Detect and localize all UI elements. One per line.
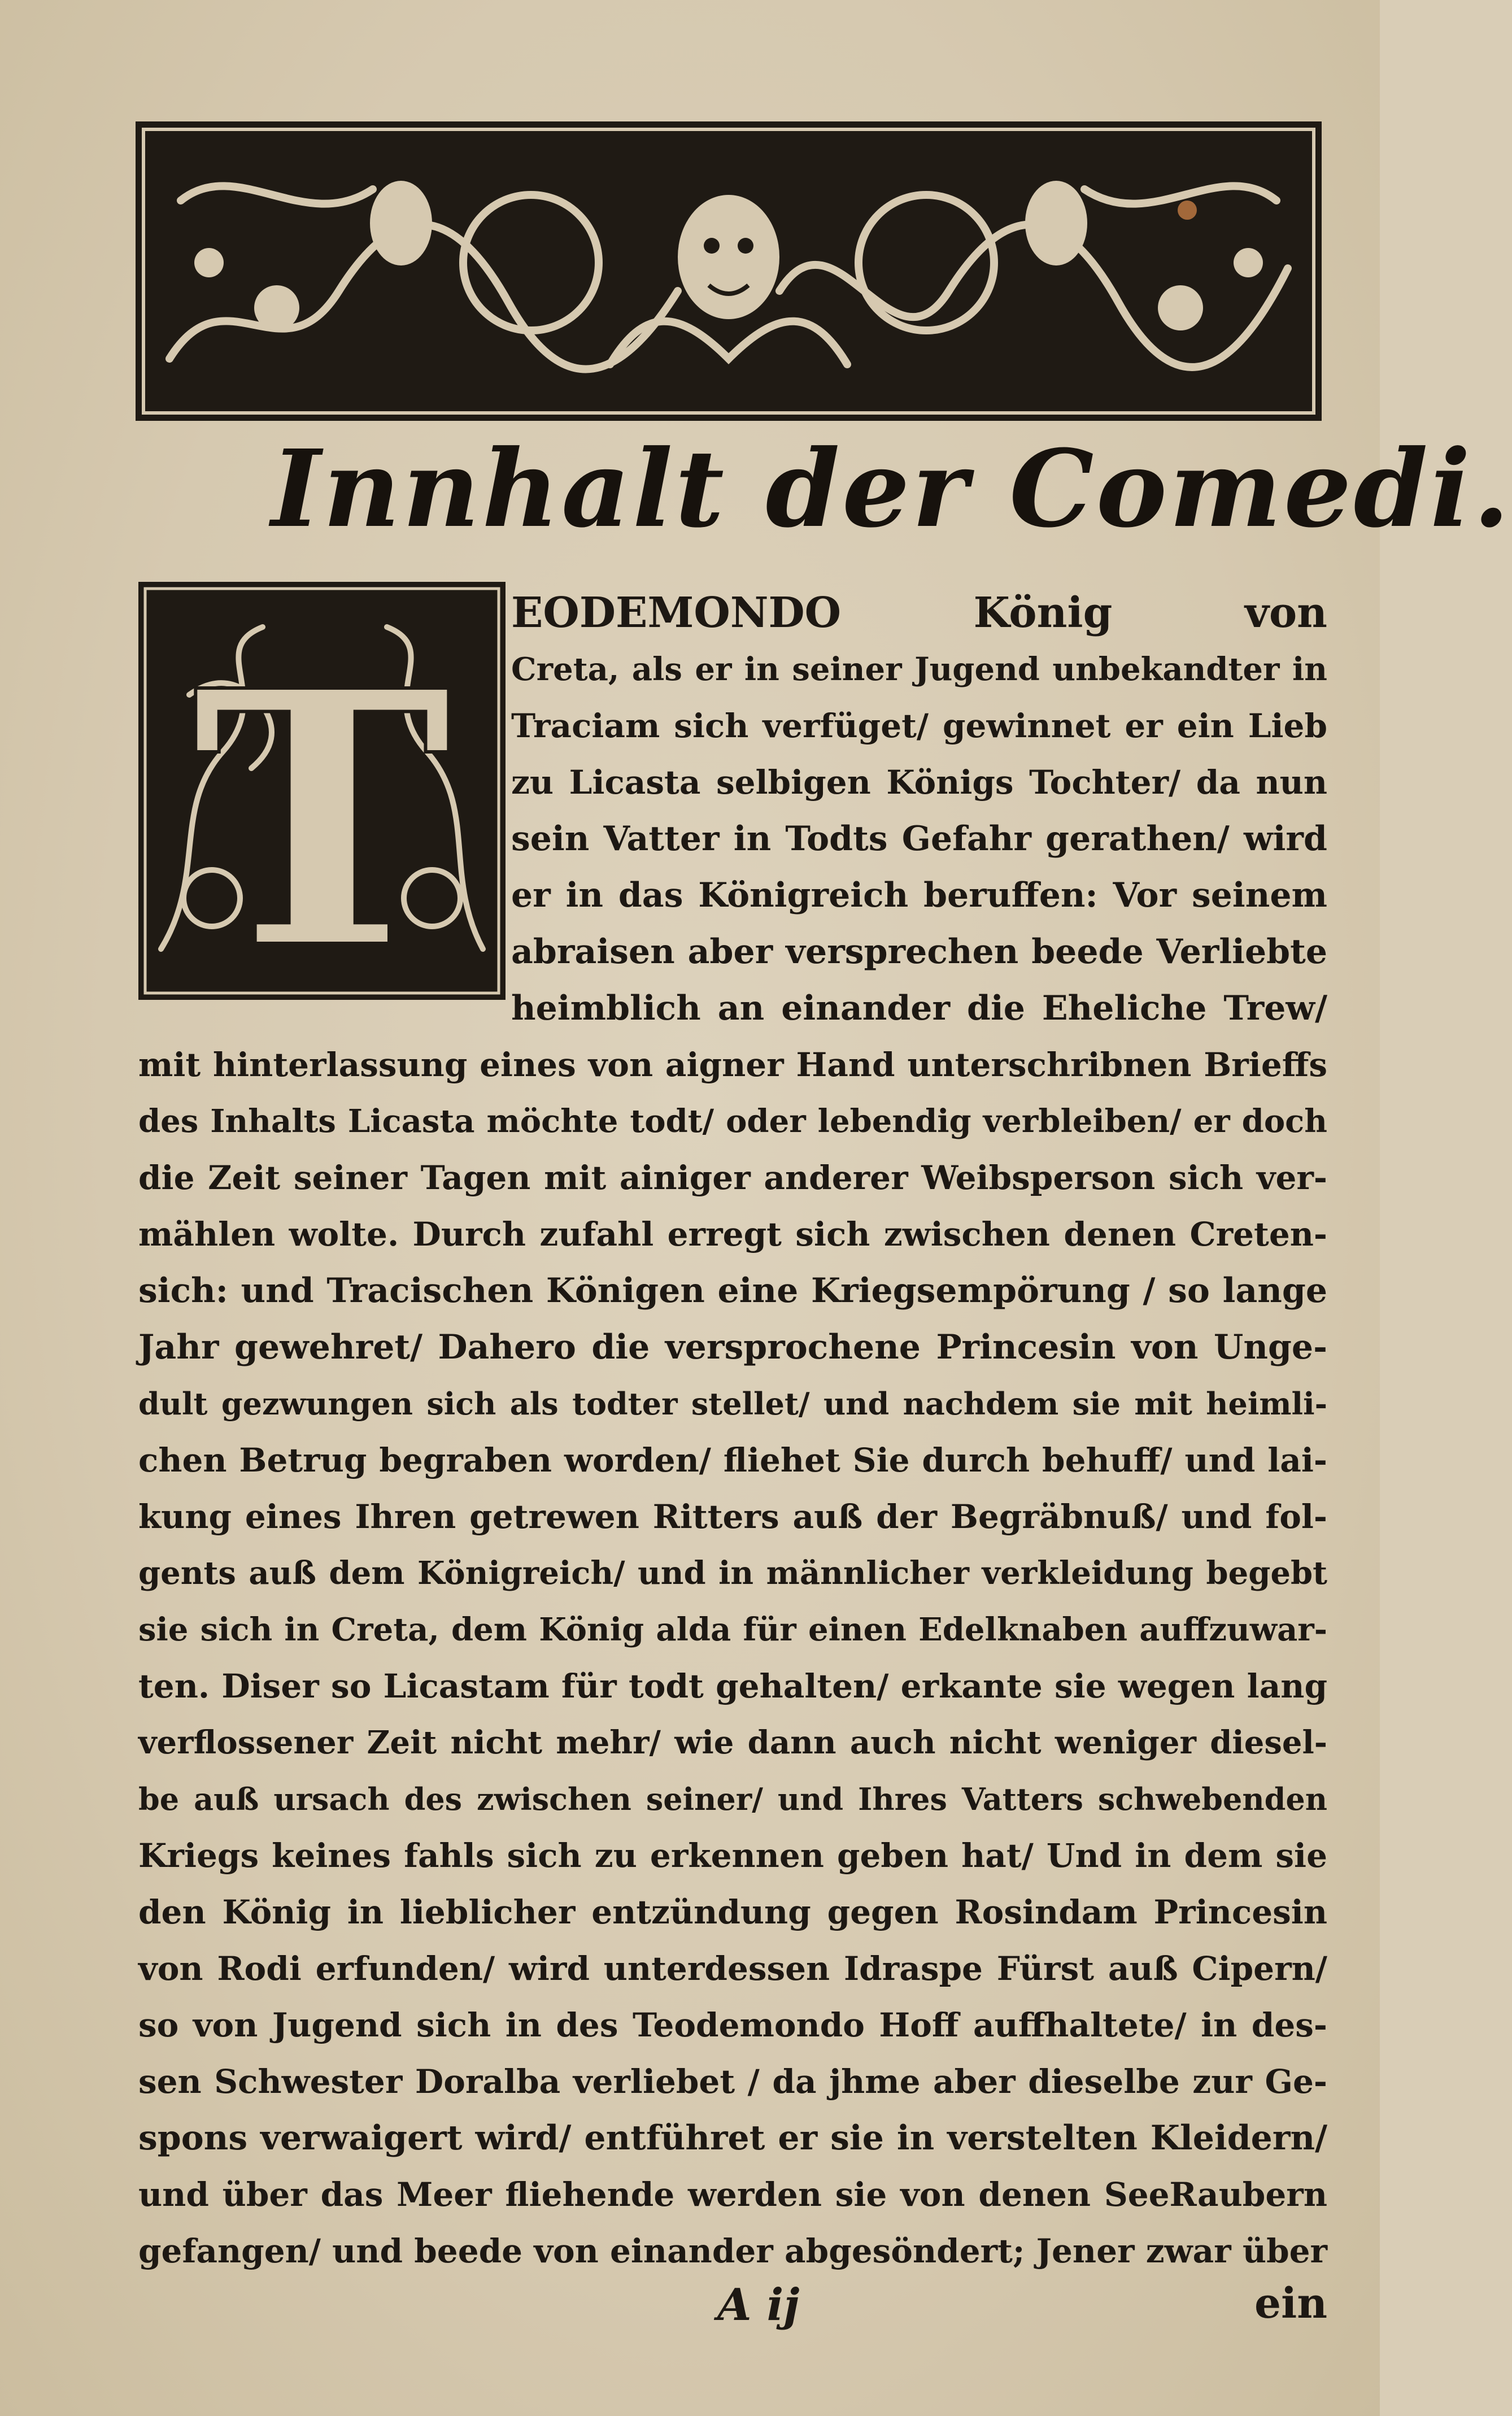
text-line: sen Schwester Doralba verliebet / da jhme aber dieselbe zur Ge- — [138, 2062, 1327, 2101]
text-line: abraisen aber versprechen beede Verliebte — [511, 932, 1327, 972]
text-line: gefangen/ und beede von einander abgesöndert; Jener zwar über — [138, 2232, 1328, 2270]
signature-mark: A ij — [717, 2279, 800, 2331]
text-line: sie sich in Creta, dem König alda für einen Edelknaben auffzuwar- — [138, 1611, 1327, 1648]
text-line: gents auß dem Königreich/ und in männlicher verkleidung begebt — [138, 1555, 1327, 1592]
ornamental-header-band — [136, 121, 1322, 421]
text-line: Kriegs keines fahls sich zu erkennen geben hat/ Und in dem sie — [138, 1836, 1327, 1875]
text-line: Jahr gewehret/ Dahero die versprochene Princesin von Unge- — [138, 1327, 1327, 1367]
text-line: so von Jugend sich in des Teodemondo Hoff auffhaltete/ in des- — [138, 2006, 1327, 2044]
initial-letter: T — [191, 615, 452, 1026]
catchword: ein — [1254, 2279, 1327, 2328]
text-line: spons verwaigert wird/ entführet er sie in verstelten Kleidern/ — [138, 2118, 1327, 2158]
text-line: den König in lieblicher entzündung gegen Rosindam Princesin — [138, 1893, 1327, 1931]
page-title: Innhalt der Comedi. — [271, 426, 1512, 551]
decorated-initial-t — [138, 582, 506, 1026]
text-line: des Inhalts Licasta möchte todt/ oder lebendig verbleiben/ er doch — [138, 1103, 1327, 1140]
text-line: be auß ursach des zwischen seiner/ und Ihres Vatters schwebenden — [138, 1781, 1327, 1817]
text-line: und über das Meer fliehende werden sie von denen SeeRaubern — [138, 2175, 1327, 2214]
text-line: verflossener Zeit nicht mehr/ wie dann auch nicht weniger diesel- — [138, 1724, 1327, 1761]
text-line: Creta, als er in seiner Jugend unbekandter in — [511, 651, 1327, 688]
text-line: sein Vatter in Todts Gefahr gerathen/ wird — [511, 819, 1327, 859]
text-line: EODEMONDO König von — [511, 589, 1327, 637]
text-line: die Zeit seiner Tagen mit ainiger anderer Weibsperson sich ver- — [138, 1159, 1327, 1197]
text-line: von Rodi erfunden/ wird unterdessen Idraspe Fürst auß Cipern/ — [138, 1949, 1327, 1988]
text-line: ten. Diser so Licastam für todt gehalten/ erkante sie wegen lang — [138, 1667, 1327, 1705]
paper-stain — [1178, 201, 1197, 220]
text-line: mit hinterlassung eines von aigner Hand unterschribnen Brieffs — [138, 1046, 1327, 1084]
text-line: kung eines Ihren getrewen Ritters auß der Begräbnuß/ und fol- — [138, 1498, 1327, 1536]
text-line: sich: und Tracischen Königen eine Kriegsempörung / so lange — [138, 1271, 1327, 1311]
text-line: er in das Königreich beruffen: Vor seinem — [511, 876, 1327, 915]
text-line: Traciam sich verfüget/ gewinnet er ein Lieb — [511, 707, 1327, 745]
text-line: heimblich an einander die Eheliche Trew/ — [511, 989, 1327, 1028]
text-line: chen Betrug begraben worden/ fliehet Sie durch behuff/ und lai- — [138, 1441, 1327, 1479]
text-line: dult gezwungen sich als todter stellet/ und nachdem sie mit heimli- — [138, 1386, 1327, 1422]
text-line: zu Licasta selbigen Königs Tochter/ da nun — [511, 763, 1327, 802]
text-line: mählen wolte. Durch zufahl erregt sich zwischen denen Creten- — [138, 1215, 1327, 1253]
